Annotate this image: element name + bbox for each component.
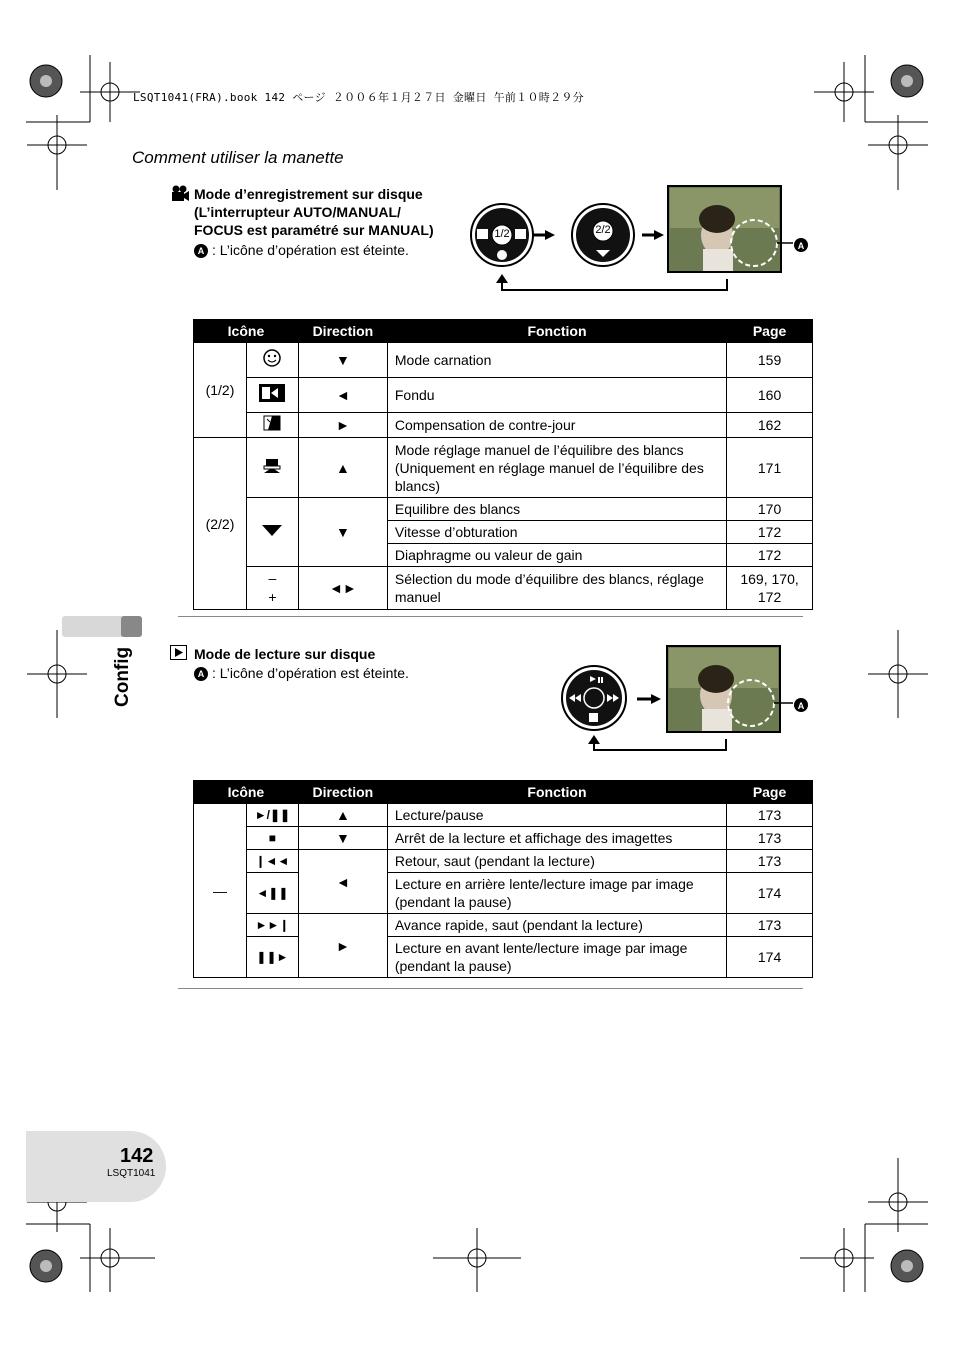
page: 172 <box>727 544 813 567</box>
direction: ◄► <box>298 567 387 610</box>
page: 162 <box>727 413 813 438</box>
divider <box>178 616 803 617</box>
table-row <box>194 827 813 850</box>
function: Mode carnation <box>387 343 726 378</box>
white-balance-manual-icon <box>246 438 298 498</box>
plus-icon: + <box>268 589 277 605</box>
dial1-label: 1/2 <box>494 228 510 240</box>
playback-mode-table <box>193 780 813 978</box>
slow-reverse-icon: ◄❚❚ <box>246 873 298 914</box>
direction: ▼ <box>298 343 387 378</box>
header-icon: Icône <box>194 781 299 804</box>
page: 160 <box>727 378 813 413</box>
group-label: — <box>194 804 247 978</box>
table-row <box>194 498 813 521</box>
direction: ► <box>298 914 387 978</box>
playback-joystick-diagram <box>555 643 815 755</box>
table-row <box>194 914 813 937</box>
minus-plus-icon <box>246 567 298 610</box>
page: 171 <box>727 438 813 498</box>
page: 173 <box>727 914 813 937</box>
header-function: Fonction <box>387 320 726 343</box>
movie-camera-icon <box>170 185 189 202</box>
table-row <box>194 804 813 827</box>
record-joystick-diagram <box>465 183 815 298</box>
table-row <box>194 937 813 978</box>
file-header: LSQT1041(FRA).book 142 ページ ２００６年１月２７日 金曜日 午前１０時２９分 <box>133 91 584 104</box>
record-mode-title <box>194 185 464 239</box>
skip-forward-icon: ►►❙ <box>246 914 298 937</box>
page: 173 <box>727 804 813 827</box>
table-row <box>194 873 813 914</box>
page: 173 <box>727 850 813 873</box>
function: Lecture en arrière lente/lecture image par image (pendant la pause) <box>387 873 726 914</box>
direction: ◄ <box>298 378 387 413</box>
function: Lecture/pause <box>387 804 726 827</box>
page: 174 <box>727 937 813 978</box>
record-mode-title-line2: (L’interrupteur AUTO/MANUAL/ <box>194 204 401 220</box>
fade-icon <box>246 378 298 413</box>
direction: ◄ <box>298 850 387 914</box>
divider <box>178 988 803 989</box>
table-row <box>194 850 813 873</box>
side-tab-text: Config <box>112 646 133 707</box>
svg-text:A: A <box>797 241 805 251</box>
record-mode-title-line3: FOCUS est paramétré sur MANUAL) <box>194 222 434 238</box>
function: Equilibre des blancs <box>387 498 726 521</box>
table-row <box>194 343 813 378</box>
section-title: Comment utiliser la manette <box>132 148 344 167</box>
table-row <box>194 378 813 413</box>
slow-forward-icon: ❚❚► <box>246 937 298 978</box>
record-note-text: : L’icône d’opération est éteinte. <box>212 242 409 258</box>
a-badge-icon: A <box>194 244 208 258</box>
page: 170 <box>727 498 813 521</box>
stop-icon: ■ <box>246 827 298 850</box>
function: Lecture en avant lente/lecture image par image (pendant la pause) <box>387 937 726 978</box>
record-mode-table <box>193 319 813 610</box>
page: 169, 170, 172 <box>727 567 813 610</box>
function: Vitesse d’obturation <box>387 521 726 544</box>
dial2-label: 2/2 <box>595 224 611 236</box>
document-code: LSQT1041 <box>107 1168 156 1179</box>
side-tab-label <box>112 645 142 715</box>
function: Retour, saut (pendant la lecture) <box>387 850 726 873</box>
record-mode-note <box>194 241 409 259</box>
playback-mode-title: Mode de lecture sur disque <box>194 646 376 662</box>
page: 159 <box>727 343 813 378</box>
page-number: 142 <box>120 1145 154 1167</box>
playback-mode-note <box>194 664 409 682</box>
skip-back-icon: ❙◄◄ <box>246 850 298 873</box>
page: 172 <box>727 521 813 544</box>
function: Avance rapide, saut (pendant la lecture) <box>387 914 726 937</box>
down-triangle-icon <box>246 498 298 567</box>
table-row <box>194 567 813 610</box>
header-page: Page <box>727 320 813 343</box>
soft-skin-icon <box>246 343 298 378</box>
header-direction: Direction <box>298 320 387 343</box>
side-tab-knob <box>121 616 142 637</box>
group-label: (2/2) <box>194 438 247 610</box>
direction: ▼ <box>298 498 387 567</box>
header-page: Page <box>727 781 813 804</box>
header-direction: Direction <box>298 781 387 804</box>
function: Sélection du mode d’équilibre des blancs, réglage manuel <box>387 567 726 610</box>
svg-text:A: A <box>797 701 805 711</box>
direction: ▲ <box>298 804 387 827</box>
header-icon: Icône <box>194 320 299 343</box>
header-function: Fonction <box>387 781 726 804</box>
backlight-icon <box>246 413 298 438</box>
function: Diaphragme ou valeur de gain <box>387 544 726 567</box>
minus-icon: – <box>268 570 277 586</box>
play-pause-icon: ►/❚❚ <box>246 804 298 827</box>
record-mode-title-line1: Mode d’enregistrement sur disque <box>194 186 423 202</box>
table-row <box>194 413 813 438</box>
direction: ▲ <box>298 438 387 498</box>
direction: ► <box>298 413 387 438</box>
play-icon <box>170 645 187 660</box>
a-badge-icon: A <box>194 667 208 681</box>
function: Compensation de contre-jour <box>387 413 726 438</box>
page: 174 <box>727 873 813 914</box>
playback-note-text: : L’icône d’opération est éteinte. <box>212 665 409 681</box>
function: Fondu <box>387 378 726 413</box>
page: 173 <box>727 827 813 850</box>
group-label: (1/2) <box>194 343 247 438</box>
direction: ▼ <box>298 827 387 850</box>
function: Arrêt de la lecture et affichage des imagettes <box>387 827 726 850</box>
function: Mode réglage manuel de l’équilibre des blancs (Uniquement en réglage manuel de l’équilibre des blancs) <box>387 438 726 498</box>
table-row <box>194 438 813 498</box>
